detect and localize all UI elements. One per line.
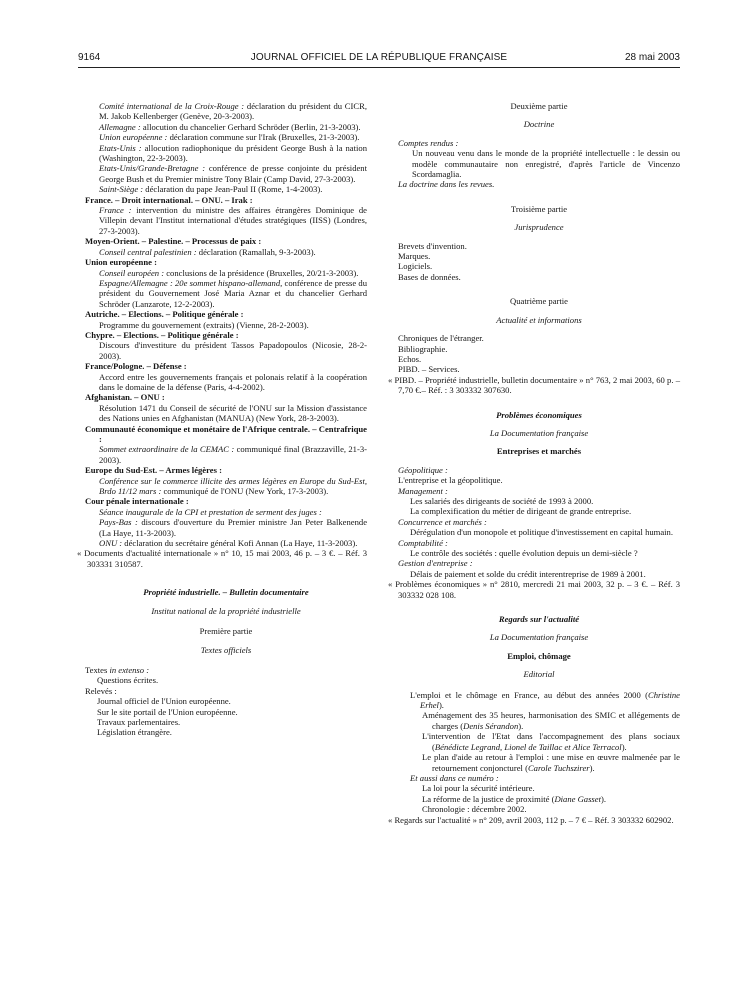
list-item: Management :: [398, 485, 448, 496]
entry: Accord entre les gouvernements français et polonais relatif à la coopération dans le domaine de la défense (Paris, 4-4-2002).: [99, 371, 367, 392]
section-heading: Europe du Sud-Est. – Armes légères :: [85, 465, 222, 476]
entry: Discours d'investiture du président Tassos Papadopoulos (Nicosie, 28-2-2003).: [99, 340, 367, 361]
page-header: [78, 52, 680, 68]
list-item: PIBD. – Services.: [398, 364, 460, 375]
publisher: La Documentation française: [489, 427, 589, 438]
entry: Comité international de la Croix-Rouge : déclaration du président du CICR, M. Jakob Kellenberger (Genève, 20-3-2003).: [99, 101, 367, 122]
list-item: Les salariés des dirigeants de société de 1993 à 2000.: [410, 495, 594, 506]
right-column: [388, 101, 680, 825]
publisher: Institut national de la propriété industrielle: [151, 605, 301, 616]
part-title: Quatrième partie: [510, 296, 568, 307]
reference-line: « Documents d'actualité internationale » n° 10, 15 mai 2003, 46 p. – 3 €. – Réf. 3 303331 310587.: [77, 548, 367, 569]
entry: Saint-Siège : déclaration du pape Jean-Paul II (Rome, 1-4-2003).: [99, 184, 323, 195]
list-item: Textes in extenso :: [85, 664, 150, 675]
list-item: La complexification du métier de dirigeant de grande entreprise.: [410, 506, 632, 517]
entry: Pays-Bas : discours d'ouverture du Premier ministre Jan Peter Balkenende (La Haye, 11-3-2003).: [99, 517, 368, 538]
list-item: La réforme de la justice de proximité (Diane Gasset).: [422, 793, 606, 804]
part-title: Troisième partie: [510, 203, 568, 214]
page-number: 9164: [78, 52, 101, 63]
list-item: Journal officiel de l'Union européenne.: [97, 696, 231, 707]
part-title: Deuxième partie: [510, 101, 568, 111]
list-item: Bases de données.: [398, 271, 461, 282]
list-item: La loi pour la sécurité intérieure.: [422, 783, 535, 794]
list-item: Comptabilité :: [398, 537, 448, 548]
list-item: Travaux parlementaires.: [97, 716, 181, 727]
section-title: Regards sur l'actualité: [498, 614, 580, 625]
list-item: Logiciels.: [398, 261, 433, 272]
publisher: La Documentation française: [489, 632, 589, 643]
section-heading: Communauté économique et monétaire de l'Afrique centrale. – Centrafrique :: [85, 423, 367, 444]
entry: Conseil européen : conclusions de la présidence (Bruxelles, 20/21-3-2003).: [99, 267, 359, 278]
part-subtitle: Textes officiels: [200, 644, 252, 655]
list-item: Sur le site portail de l'Union européenne.: [97, 706, 238, 717]
list-item: Bibliographie.: [398, 343, 448, 354]
section-heading: France. – Droit international. – ONU. – Irak :: [85, 194, 253, 205]
entry: Espagne/Allemagne : 20e sommet hispano-allemand, conférence de presse du président du Gouvernement José Maria Aznar et du chancelier Gerhard Schröder (Lanzarote, 12-2-2003).: [99, 277, 367, 309]
list-item: La doctrine dans les revues.: [398, 179, 495, 190]
list-item: Marques.: [398, 251, 431, 262]
reference-line: « Problèmes économiques » n° 2810, mercredi 21 mai 2003, 32 p. – 3 €. – Réf. 3 303332 028 108.: [388, 579, 680, 600]
part-subtitle: Jurisprudence: [514, 222, 564, 233]
section-title: Problèmes économiques: [496, 409, 582, 420]
entry: Résolution 1471 du Conseil de sécurité de l'ONU sur la Mission d'assistance des Nations unies en Afghanistan (MANUA) (New York, 28-3-2003).: [99, 402, 367, 424]
section-heading: Autriche. – Elections. – Politique générale :: [85, 309, 244, 320]
section-heading: Cour pénale internationale :: [85, 496, 189, 507]
list-item: Comptes rendus :: [398, 137, 459, 148]
entry: Etats-Unis : allocution radiophonique du président George Bush à la nation (Washington, 22-3-2003).: [99, 142, 367, 164]
list-item: Chronologie : décembre 2002.: [422, 804, 527, 815]
issue-date: 28 mai 2003: [624, 52, 680, 63]
list-item: L'entreprise et la géopolitique.: [398, 475, 503, 486]
entry: Sommet extraordinaire de la CEMAC : communiqué final (Brazzaville, 21-3-2003).: [99, 444, 368, 465]
list-item: Gestion d'entreprise :: [398, 558, 473, 569]
section-title: Propriété industrielle. – Bulletin documentaire: [143, 587, 309, 598]
list-item: Echos.: [398, 353, 422, 364]
entry: Conférence sur le commerce illicite des armes légères en Europe du Sud-Est, Brdo 11/12 mars : communiqué de l'ONU (New York, 17-3-2003).: [99, 475, 367, 497]
list-item: Concurrence et marchés :: [398, 516, 487, 527]
part-subtitle: Actualité et informations: [496, 314, 582, 325]
list-item: Relevés :: [85, 685, 117, 696]
section-heading: Afghanistan. – ONU :: [85, 392, 165, 403]
part-subtitle: Doctrine: [523, 119, 555, 130]
list-item: Brevets d'invention.: [398, 240, 467, 251]
reference-line: « PIBD. – Propriété industrielle, bulletin documentaire » n° 763, 2 mai 2003, 60 p. – 7,70 €.– Réf. : 3 303332 307630.: [388, 374, 680, 396]
list-item: Législation étrangère.: [97, 727, 172, 738]
list-item: Aménagement des 35 heures, harmonisation des SMIC et allégements de charges (Denis Sérandon).: [422, 710, 680, 731]
section-heading: Union européenne :: [85, 257, 157, 268]
header-rule: [78, 67, 680, 68]
list-item: Et aussi dans ce numéro :: [410, 772, 499, 783]
list-item: Le plan d'aide au retour à l'emploi : une mise en œuvre malmenée par le retournement conjoncturel (Carole Tuchszirer).: [422, 752, 680, 773]
list-item: Un nouveau venu dans le monde de la propriété intellectuelle : le dessin ou modèle communautaire non enregistré, d'après l'article de Vincenzo Scordamaglia.: [412, 148, 680, 180]
entry: Programme du gouvernement (extraits) (Vienne, 28-2-2003).: [99, 319, 309, 330]
left-column: [77, 101, 368, 738]
list-item: Questions écrites.: [97, 675, 159, 686]
entry: ONU : déclaration du secrétaire général Kofi Annan (La Haye, 11-3-2003).: [99, 538, 358, 549]
section-subheading: Entreprises et marchés: [496, 446, 582, 457]
section-heading: France/Pologne. – Défense :: [85, 361, 187, 372]
section-heading: Chypre. – Elections. – Politique générale :: [85, 329, 239, 340]
list-item: Le contrôle des sociétés : quelle évolution depuis un demi-siècle ?: [410, 548, 638, 558]
entry: Etats-Unis/Grande-Bretagne : conférence de presse conjointe du président George Bush et du Premier ministre Tony Blair (Camp David, 27-3-2003).: [99, 163, 367, 184]
section-heading: Moyen-Orient. – Palestine. – Processus de paix :: [85, 236, 262, 247]
entry: France : intervention du ministre des affaires étrangères Dominique de Villepin devant l'Institut international d'études stratégiques (IISS) (Londres, 27-3-2003).: [99, 205, 368, 236]
section-subheading: Emploi, chômage: [507, 650, 571, 661]
entry: Séance inaugurale de la CPI et prestation de serment des juges :: [99, 506, 322, 517]
list-item: Délais de paiement et solde du crédit interentreprise de 1989 à 2001.: [410, 568, 646, 579]
journal-title: JOURNAL OFFICIEL DE LA RÉPUBLIQUE FRANÇAISE: [250, 52, 508, 63]
reference-line: « Regards sur l'actualité » n° 209, avril 2003, 112 p. – 7 € – Réf. 3 303332 602902.: [388, 814, 674, 825]
list-item: Chroniques de l'étranger.: [398, 333, 484, 344]
list-item: L'intervention de l'Etat dans l'accompagnement des plans sociaux (Bénédicte Legrand, Lionel de Taillac et Alice Terracol).: [422, 731, 680, 752]
entry: Union européenne : déclaration commune sur l'Irak (Bruxelles, 21-3-2003).: [99, 132, 360, 143]
list-item: Dérégulation d'un monopole et politique d'investissement en capital humain.: [410, 527, 673, 538]
entry: Conseil central palestinien : déclaration (Ramallah, 9-3-2003).: [99, 246, 316, 257]
list-item: L'emploi et le chômage en France, au début des années 2000 (Christine Erhel).: [410, 689, 680, 711]
part-title: Première partie: [199, 626, 253, 637]
entry: Allemagne : allocution du chancelier Gerhard Schröder (Berlin, 21-3-2003).: [99, 121, 361, 132]
section-subtitle: Editorial: [523, 669, 555, 680]
list-item: Géopolitique :: [398, 464, 448, 475]
